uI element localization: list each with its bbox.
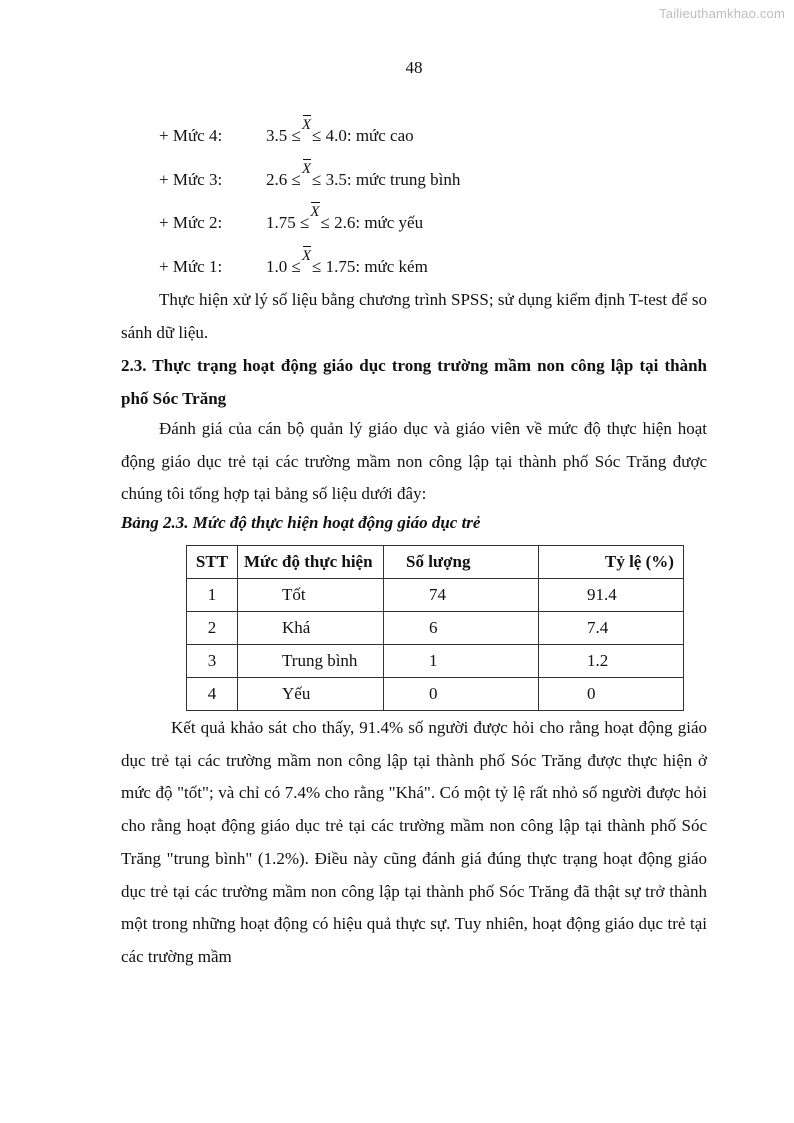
level-label: + Mức 4: xyxy=(159,126,223,145)
spss-paragraph: Thực hiện xử lý số liệu bằng chương trình SPSS; sử dụng kiểm định T-test để so sánh dữ liệu. xyxy=(121,290,707,342)
table-row xyxy=(187,645,684,678)
level-3-line xyxy=(159,161,461,190)
table-cell: 4 xyxy=(187,678,238,711)
table-cell: Tốt xyxy=(238,579,384,612)
level-lower-bound: 1.75 ≤ xyxy=(266,213,310,232)
header-cell: Tỷ lệ (%) xyxy=(539,546,684,579)
table-cell: Yếu xyxy=(238,678,384,711)
table-row xyxy=(187,579,684,612)
table-row xyxy=(187,678,684,711)
table-cell: 3 xyxy=(187,645,238,678)
table-cell: 0 xyxy=(539,678,684,711)
header-cell: Mức độ thực hiện xyxy=(238,546,384,579)
table-header-row xyxy=(187,546,684,579)
conclusion-paragraph: Kết quả khảo sát cho thấy, 91.4% số người được hỏi cho rằng hoạt động giáo dục trẻ tại các trường mầm non công lập tại thành phố Sóc Trăng được thực hiện ở mức độ "tốt"; và chỉ có 7.4% cho rằng "Khá". Có một tỷ lệ rất nhỏ số người được hỏi cho rằng hoạt động giáo dục trẻ tại các trường mầm non công lập tại thành phố Sóc Trăng "trung bình" (1.2%). Điều này cũng đánh giá đúng thực trạng hoạt động giáo dục trẻ tại các trường mầm non công lập tại thành phố Sóc Trăng đã thật sự trở thành một trong những hoạt động có hiệu quả thực sự. Tuy nhiên, hoạt động giáo dục trẻ tại các trường mầm xyxy=(121,718,707,966)
survey-table xyxy=(186,545,684,711)
level-lower-bound: 3.5 ≤ xyxy=(266,126,301,145)
table-cell: 7.4 xyxy=(539,612,684,645)
level-upper-bound: ≤ 2.6: mức yếu xyxy=(320,213,424,232)
table-cell: Trung bình xyxy=(238,645,384,678)
table-cell: 1 xyxy=(384,645,539,678)
level-2-line xyxy=(159,204,424,233)
level-lower-bound: 2.6 ≤ xyxy=(266,170,301,189)
section-heading: 2.3. Thực trạng hoạt động giáo dục trong trường mầm non công lập tại thành phố Sóc Trăng xyxy=(121,356,707,408)
level-upper-bound: ≤ 1.75: mức kém xyxy=(312,257,428,276)
table-cell: 6 xyxy=(384,612,539,645)
table-caption: Bảng 2.3. Mức độ thực hiện hoạt động giáo dục trẻ xyxy=(121,513,481,532)
table-cell: 0 xyxy=(384,678,539,711)
watermark: Tailieuthamkhao.com xyxy=(659,6,785,21)
table-cell: 74 xyxy=(384,579,539,612)
mean-symbol: X xyxy=(310,204,320,220)
level-label: + Mức 1: xyxy=(159,257,223,276)
page-number: 48 xyxy=(405,58,423,77)
intro-paragraph: Đánh giá của cán bộ quản lý giáo dục và giáo viên về mức độ thực hiện hoạt động giáo dục trẻ tại các trường mầm non công lập tại thành phố Sóc Trăng được chúng tôi tổng hợp tại bảng số liệu dưới đây: xyxy=(121,419,707,504)
level-upper-bound: ≤ 4.0: mức cao xyxy=(312,126,414,145)
table-cell: 91.4 xyxy=(539,579,684,612)
mean-symbol: X xyxy=(301,117,312,133)
level-label: + Mức 3: xyxy=(159,170,223,189)
table-cell: 2 xyxy=(187,612,238,645)
table-cell: Khá xyxy=(238,612,384,645)
level-4-line xyxy=(159,117,414,146)
table-cell: 1 xyxy=(187,579,238,612)
table-row xyxy=(187,612,684,645)
level-1-line xyxy=(159,248,428,277)
mean-symbol: X xyxy=(301,161,312,177)
table-cell: 1.2 xyxy=(539,645,684,678)
level-lower-bound: 1.0 ≤ xyxy=(266,257,301,276)
level-label: + Mức 2: xyxy=(159,213,223,232)
mean-symbol: X xyxy=(301,248,312,264)
level-upper-bound: ≤ 3.5: mức trung bình xyxy=(312,170,461,189)
header-cell: Số lượng xyxy=(384,546,539,579)
header-cell: STT xyxy=(187,546,238,579)
